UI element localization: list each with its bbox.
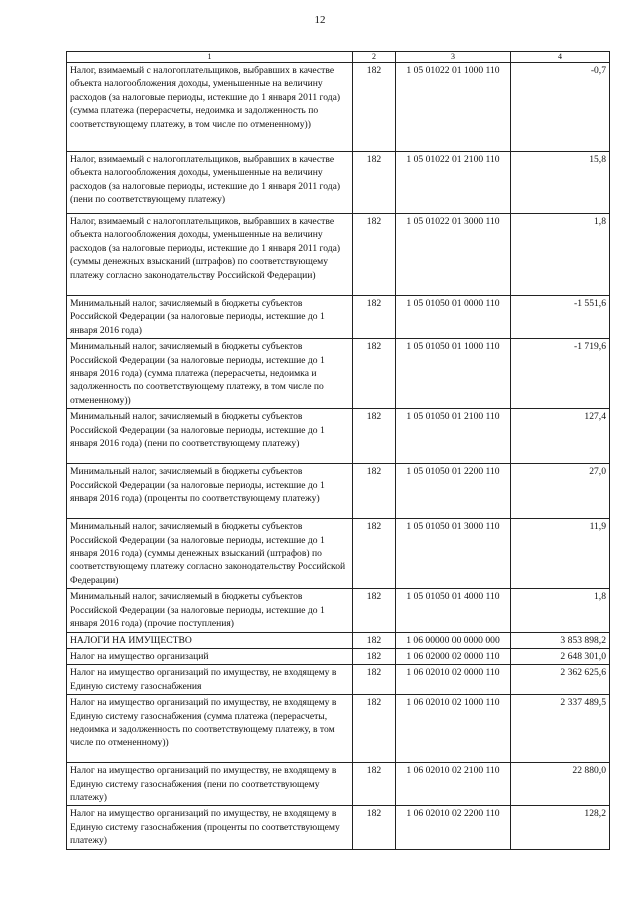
table-row bbox=[67, 519, 610, 589]
row-name-cell: Налог на имущество организаций bbox=[67, 648, 353, 664]
table-header-row bbox=[67, 52, 610, 63]
row-name-cell: НАЛОГИ НА ИМУЩЕСТВО bbox=[67, 632, 353, 648]
row-kbk-cell: 1 05 01022 01 2100 110 bbox=[396, 152, 511, 214]
row-code-cell: 182 bbox=[353, 339, 396, 409]
row-code-cell: 182 bbox=[353, 214, 396, 296]
row-kbk-cell: 1 05 01050 01 0000 110 bbox=[396, 296, 511, 339]
row-amount-cell: 1,8 bbox=[511, 589, 610, 632]
row-amount-cell: 22 880,0 bbox=[511, 763, 610, 806]
row-code-cell: 182 bbox=[353, 296, 396, 339]
row-code-cell: 182 bbox=[353, 763, 396, 806]
table-row bbox=[67, 648, 610, 664]
table-row bbox=[67, 695, 610, 763]
table-row bbox=[67, 152, 610, 214]
row-name-cell: Минимальный налог, зачисляемый в бюджеты субъектов Российской Федерации (за налоговые периоды, истекшие до 1 января 2016 года) bbox=[67, 296, 353, 339]
row-amount-cell: 127,4 bbox=[511, 409, 610, 464]
column-header: 4 bbox=[511, 52, 610, 63]
row-name-cell: Налог на имущество организаций по имуществу, не входящему в Единую систему газоснабжения (сумма платежа (перерасчеты, недоимка и задолженность по соответствующему платежу, в том числе по отмененному)) bbox=[67, 695, 353, 763]
row-kbk-cell: 1 06 02010 02 2200 110 bbox=[396, 806, 511, 849]
row-name-cell: Минимальный налог, зачисляемый в бюджеты субъектов Российской Федерации (за налоговые периоды, истекшие до 1 января 2016 года) (суммы денежных взысканий (штрафов) по соответствующему платежу согласно законодательству Российской Федерации) bbox=[67, 519, 353, 589]
row-name-cell: Налог на имущество организаций по имуществу, не входящему в Единую систему газоснабжения (проценты по соответствующему платежу) bbox=[67, 806, 353, 849]
row-amount-cell: 2 337 489,5 bbox=[511, 695, 610, 763]
table-row bbox=[67, 589, 610, 632]
table-row bbox=[67, 632, 610, 648]
table-row bbox=[67, 464, 610, 519]
row-amount-cell: -0,7 bbox=[511, 63, 610, 152]
row-kbk-cell: 1 06 02010 02 0000 110 bbox=[396, 665, 511, 695]
row-kbk-cell: 1 06 02010 02 2100 110 bbox=[396, 763, 511, 806]
row-name-cell: Минимальный налог, зачисляемый в бюджеты субъектов Российской Федерации (за налоговые периоды, истекшие до 1 января 2016 года) (пени по соответствующему платежу) bbox=[67, 409, 353, 464]
row-kbk-cell: 1 05 01050 01 4000 110 bbox=[396, 589, 511, 632]
row-kbk-cell: 1 06 00000 00 0000 000 bbox=[396, 632, 511, 648]
row-kbk-cell: 1 05 01050 01 1000 110 bbox=[396, 339, 511, 409]
row-kbk-cell: 1 06 02000 02 0000 110 bbox=[396, 648, 511, 664]
row-amount-cell: 11,9 bbox=[511, 519, 610, 589]
row-kbk-cell: 1 05 01050 01 2200 110 bbox=[396, 464, 511, 519]
row-amount-cell: 128,2 bbox=[511, 806, 610, 849]
row-code-cell: 182 bbox=[353, 806, 396, 849]
row-name-cell: Налог, взимаемый с налогоплательщиков, выбравших в качестве объекта налогообложения доходы, уменьшенные на величину расходов (за налоговые периоды, истекшие до 1 января 2011 года) (пени по соответствующему платежу) bbox=[67, 152, 353, 214]
row-code-cell: 182 bbox=[353, 519, 396, 589]
row-code-cell: 182 bbox=[353, 632, 396, 648]
row-code-cell: 182 bbox=[353, 665, 396, 695]
column-header: 1 bbox=[67, 52, 353, 63]
row-code-cell: 182 bbox=[353, 648, 396, 664]
row-kbk-cell: 1 05 01022 01 1000 110 bbox=[396, 63, 511, 152]
row-kbk-cell: 1 05 01022 01 3000 110 bbox=[396, 214, 511, 296]
row-kbk-cell: 1 06 02010 02 1000 110 bbox=[396, 695, 511, 763]
page-number: 12 bbox=[314, 14, 326, 26]
row-code-cell: 182 bbox=[353, 152, 396, 214]
row-code-cell: 182 bbox=[353, 464, 396, 519]
row-name-cell: Налог, взимаемый с налогоплательщиков, выбравших в качестве объекта налогообложения доходы, уменьшенные на величину расходов (за налоговые периоды, истекшие до 1 января 2011 года) (суммы денежных взысканий (штрафов) по соответствующему платежу согласно законодательству Российской Федерации) bbox=[67, 214, 353, 296]
row-amount-cell: -1 719,6 bbox=[511, 339, 610, 409]
column-header: 2 bbox=[353, 52, 396, 63]
revenue-table bbox=[66, 51, 610, 850]
row-code-cell: 182 bbox=[353, 695, 396, 763]
row-name-cell: Минимальный налог, зачисляемый в бюджеты субъектов Российской Федерации (за налоговые периоды, истекшие до 1 января 2016 года) (прочие поступления) bbox=[67, 589, 353, 632]
row-amount-cell: 1,8 bbox=[511, 214, 610, 296]
row-code-cell: 182 bbox=[353, 409, 396, 464]
table-row bbox=[67, 339, 610, 409]
row-amount-cell: 27,0 bbox=[511, 464, 610, 519]
row-name-cell: Минимальный налог, зачисляемый в бюджеты субъектов Российской Федерации (за налоговые периоды, истекшие до 1 января 2016 года) (сумма платежа (перерасчеты, недоимка и задолженность по соответствующему платежу, в том числе по отмененному)) bbox=[67, 339, 353, 409]
row-amount-cell: 2 648 301,0 bbox=[511, 648, 610, 664]
table-row bbox=[67, 665, 610, 695]
row-name-cell: Минимальный налог, зачисляемый в бюджеты субъектов Российской Федерации (за налоговые периоды, истекшие до 1 января 2016 года) (проценты по соответствующему платежу) bbox=[67, 464, 353, 519]
table-row bbox=[67, 214, 610, 296]
row-name-cell: Налог на имущество организаций по имуществу, не входящему в Единую систему газоснабжения (пени по соответствующему платежу) bbox=[67, 763, 353, 806]
table-row bbox=[67, 296, 610, 339]
row-code-cell: 182 bbox=[353, 63, 396, 152]
column-header: 3 bbox=[396, 52, 511, 63]
row-amount-cell: 15,8 bbox=[511, 152, 610, 214]
table-row bbox=[67, 763, 610, 806]
row-code-cell: 182 bbox=[353, 589, 396, 632]
row-amount-cell: -1 551,6 bbox=[511, 296, 610, 339]
row-amount-cell: 3 853 898,2 bbox=[511, 632, 610, 648]
row-kbk-cell: 1 05 01050 01 2100 110 bbox=[396, 409, 511, 464]
table-row bbox=[67, 806, 610, 849]
row-kbk-cell: 1 05 01050 01 3000 110 bbox=[396, 519, 511, 589]
table-row bbox=[67, 409, 610, 464]
row-name-cell: Налог, взимаемый с налогоплательщиков, выбравших в качестве объекта налогообложения доходы, уменьшенные на величину расходов (за налоговые периоды, истекшие до 1 января 2011 года) (сумма платежа (перерасчеты, недоимка и задолженность по соответствующему платежу, в том числе по отмененному)) bbox=[67, 63, 353, 152]
row-amount-cell: 2 362 625,6 bbox=[511, 665, 610, 695]
table-row bbox=[67, 63, 610, 152]
row-name-cell: Налог на имущество организаций по имуществу, не входящему в Единую систему газоснабжения bbox=[67, 665, 353, 695]
